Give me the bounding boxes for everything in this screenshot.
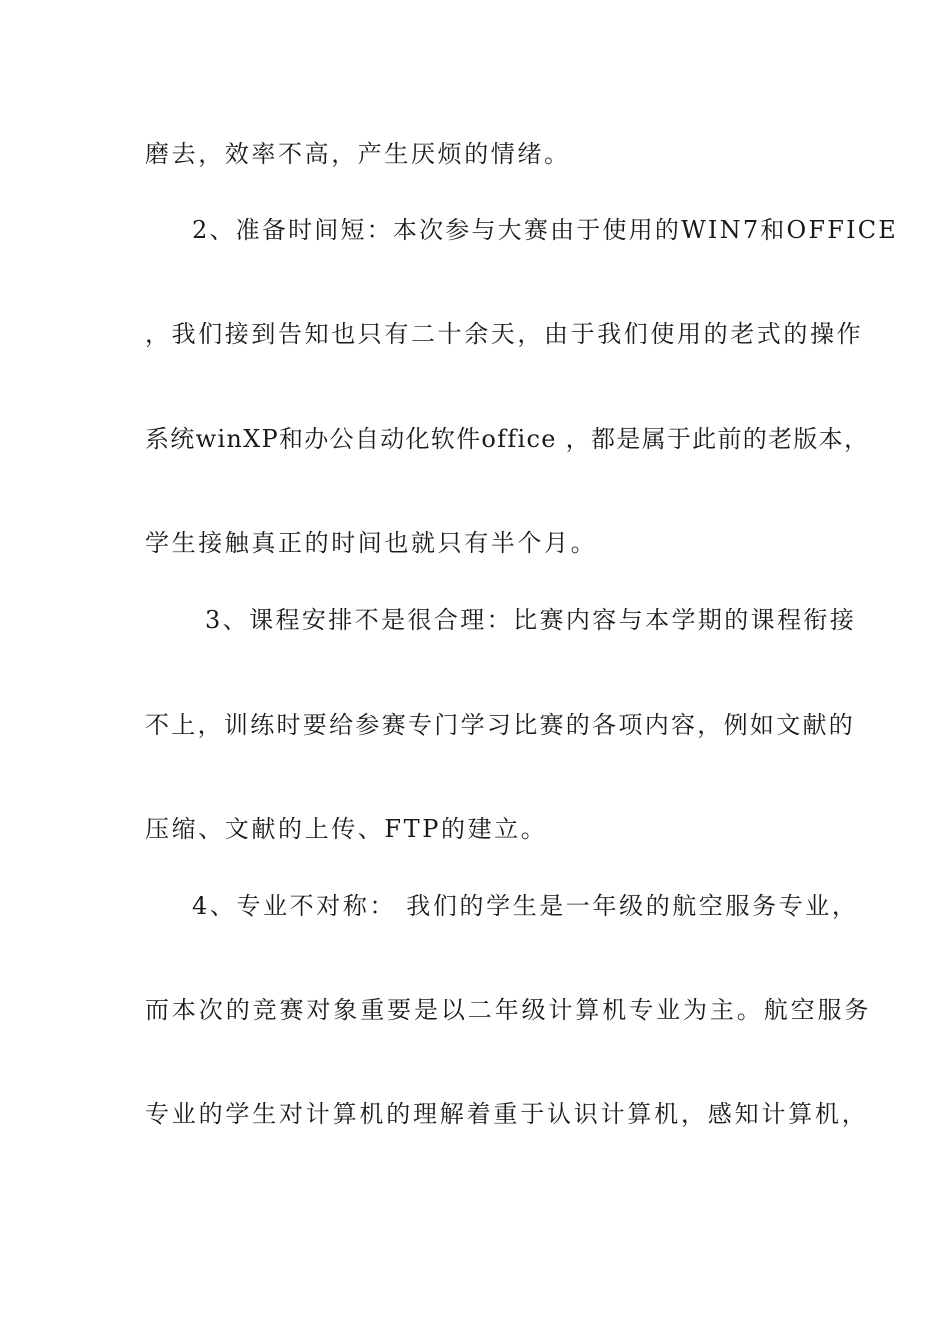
text-line-10: 而本次的竞赛对象重要是以二年级计算机专业为主。航空服务 [145,996,872,1024]
text-line-6: 3、课程安排不是很合理：比赛内容与本学期的课程衔接 [205,606,857,634]
text-line-8: 压缩、文献的上传、FTP的建立。 [145,815,548,843]
text-line-9: 4、专业不对称： 我们的学生是一年级的航空服务专业， [192,892,859,920]
text-line-11: 专业的学生对计算机的理解着重于认识计算机，感知计算机， [145,1100,869,1128]
text-line-2: 2、准备时间短：本次参与大赛由于使用的WIN7和OFFICE [192,216,899,244]
text-line-1: 磨去，效率不高，产生厌烦的情绪。 [145,140,571,168]
text-line-5: 学生接触真正的时间也就只有半个月。 [145,529,598,557]
text-line-7: 不上，训练时要给参赛专门学习比赛的各项内容，例如文献的 [145,711,856,739]
text-line-4: 系统winXP和办公自动化软件office ，都是属于此前的老版本， [145,425,870,453]
text-line-3: ，我们接到告知也只有二十余天，由于我们使用的老式的操作 [145,320,864,348]
